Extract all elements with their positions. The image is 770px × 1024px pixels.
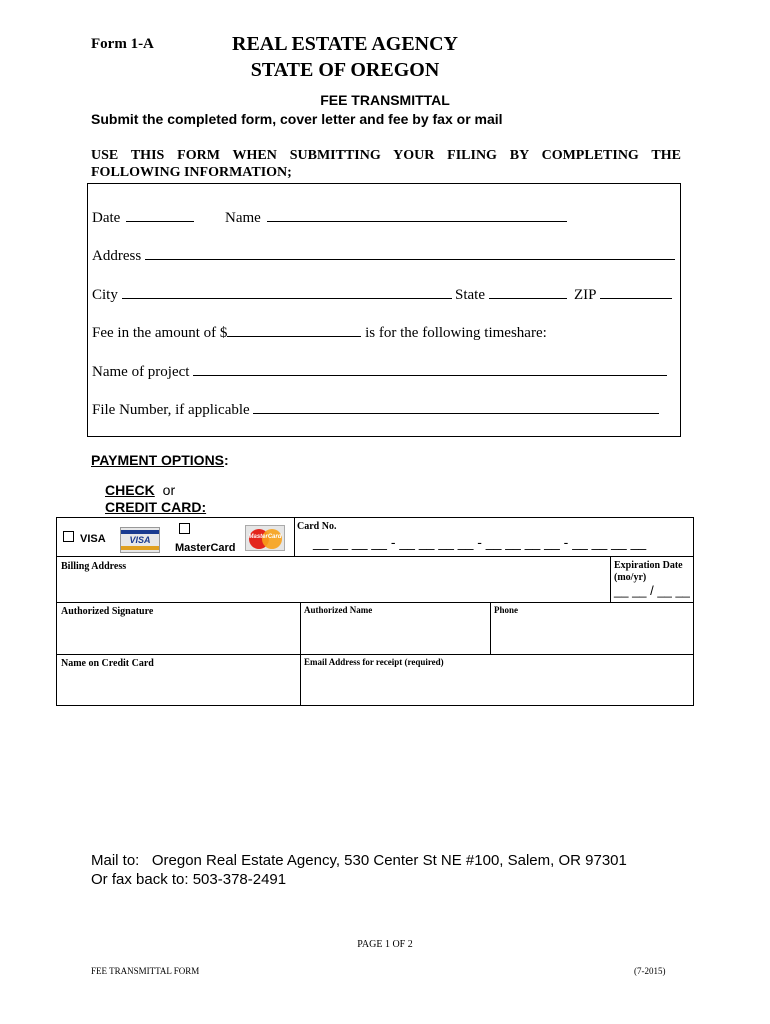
visa-logo-icon bbox=[120, 527, 160, 553]
card-number-label: Card No. bbox=[297, 521, 337, 532]
table-divider bbox=[610, 556, 611, 602]
billing-address-label: Billing Address bbox=[61, 561, 127, 572]
project-label: Name of project bbox=[92, 364, 190, 380]
or-label: or bbox=[162, 482, 176, 498]
payment-options-label: PAYMENT OPTIONS bbox=[91, 452, 225, 468]
table-divider bbox=[57, 556, 693, 557]
phone-field[interactable] bbox=[494, 618, 689, 650]
expiration-label-line-2: (mo/yr) bbox=[614, 572, 647, 583]
agency-title bbox=[180, 31, 510, 83]
address-row bbox=[92, 245, 675, 265]
form-title: FEE TRANSMITTAL bbox=[320, 92, 450, 108]
visa-label: VISA bbox=[80, 533, 106, 545]
check-line bbox=[105, 482, 175, 498]
instructions-line-2: FOLLOWING INFORMATION; bbox=[91, 165, 292, 180]
table-divider bbox=[57, 654, 693, 655]
expiration-label-line-1: Expiration Date bbox=[614, 560, 683, 571]
mastercard-checkbox[interactable] bbox=[179, 523, 190, 534]
city-field[interactable] bbox=[122, 284, 452, 299]
visa-logo-text: VISA bbox=[129, 535, 151, 545]
mastercard-label: MasterCard bbox=[175, 542, 236, 554]
zip-label: ZIP bbox=[574, 287, 596, 303]
file-label: File Number, if applicable bbox=[92, 402, 250, 418]
date-label: Date bbox=[92, 210, 121, 226]
fax-to-line: Or fax back to: 503-378-2491 bbox=[91, 871, 287, 888]
authorized-signature-label: Authorized Signature bbox=[61, 606, 154, 617]
fee-suffix: is for the following timeshare: bbox=[365, 325, 547, 341]
file-number-field[interactable] bbox=[253, 399, 659, 414]
credit-card-table bbox=[56, 517, 694, 706]
credit-card-label: CREDIT CARD: bbox=[105, 499, 207, 515]
table-divider bbox=[294, 518, 295, 556]
card-number-field[interactable]: __ __ __ __ - __ __ __ __ - __ __ __ __ - __ __ __ __ bbox=[313, 534, 647, 550]
info-box bbox=[87, 183, 681, 437]
name-label: Name bbox=[225, 210, 261, 226]
footer-revision: (7-2015) bbox=[634, 966, 666, 976]
file-row bbox=[92, 399, 659, 419]
visa-checkbox[interactable] bbox=[63, 531, 74, 542]
email-label: Email Address for receipt (required) bbox=[304, 657, 444, 667]
expiration-date-field[interactable]: __ __ / __ __ bbox=[614, 583, 690, 598]
agency-line-2: STATE OF OREGON bbox=[250, 59, 440, 81]
table-divider bbox=[57, 602, 693, 603]
fee-label: Fee in the amount of $ bbox=[92, 325, 228, 341]
state-field[interactable] bbox=[489, 284, 567, 299]
instructions-line-1: USE THIS FORM WHEN SUBMITTING YOUR FILING BY COMPLETING THE bbox=[91, 148, 681, 163]
check-label: CHECK bbox=[105, 482, 155, 498]
fee-amount-field[interactable] bbox=[227, 322, 361, 337]
phone-label: Phone bbox=[494, 605, 519, 615]
table-divider bbox=[300, 602, 301, 705]
agency-line-1: REAL ESTATE AGENCY bbox=[232, 33, 458, 55]
name-row bbox=[225, 207, 567, 227]
expiration-label bbox=[614, 560, 683, 584]
payment-options-title bbox=[91, 452, 229, 468]
name-field[interactable] bbox=[267, 207, 567, 222]
name-on-card-label: Name on Credit Card bbox=[61, 658, 154, 669]
footer-form-name: FEE TRANSMITTAL FORM bbox=[91, 966, 200, 976]
zip-row bbox=[574, 284, 672, 304]
fee-row bbox=[92, 322, 547, 342]
date-field[interactable] bbox=[126, 207, 194, 222]
authorized-signature-field[interactable] bbox=[61, 620, 293, 650]
state-label: State bbox=[455, 287, 485, 303]
mail-to-line: Mail to: Oregon Real Estate Agency, 530 Center St NE #100, Salem, OR 97301 bbox=[91, 852, 627, 869]
table-divider bbox=[490, 602, 491, 654]
payment-options-colon: : bbox=[224, 452, 229, 468]
name-on-card-field[interactable] bbox=[61, 672, 293, 702]
authorized-name-label: Authorized Name bbox=[304, 605, 373, 615]
address-field[interactable] bbox=[145, 245, 675, 260]
city-row bbox=[92, 284, 452, 304]
mailing-info bbox=[91, 851, 627, 889]
date-row bbox=[92, 207, 194, 227]
page-number: PAGE 1 OF 2 bbox=[357, 939, 413, 950]
city-label: City bbox=[92, 287, 118, 303]
billing-address-field[interactable] bbox=[61, 574, 601, 598]
mastercard-logo-icon bbox=[245, 525, 285, 551]
email-field[interactable] bbox=[304, 670, 689, 702]
project-field[interactable] bbox=[193, 361, 667, 376]
project-row bbox=[92, 361, 667, 381]
zip-field[interactable] bbox=[600, 284, 672, 299]
address-label: Address bbox=[92, 248, 142, 264]
authorized-name-field[interactable] bbox=[304, 618, 484, 650]
state-row bbox=[455, 284, 567, 304]
form-subtitle: Submit the completed form, cover letter and fee by fax or mail bbox=[91, 111, 503, 127]
form-id: Form 1-A bbox=[91, 36, 154, 52]
mastercard-logo-text: MasterCard bbox=[248, 534, 282, 540]
